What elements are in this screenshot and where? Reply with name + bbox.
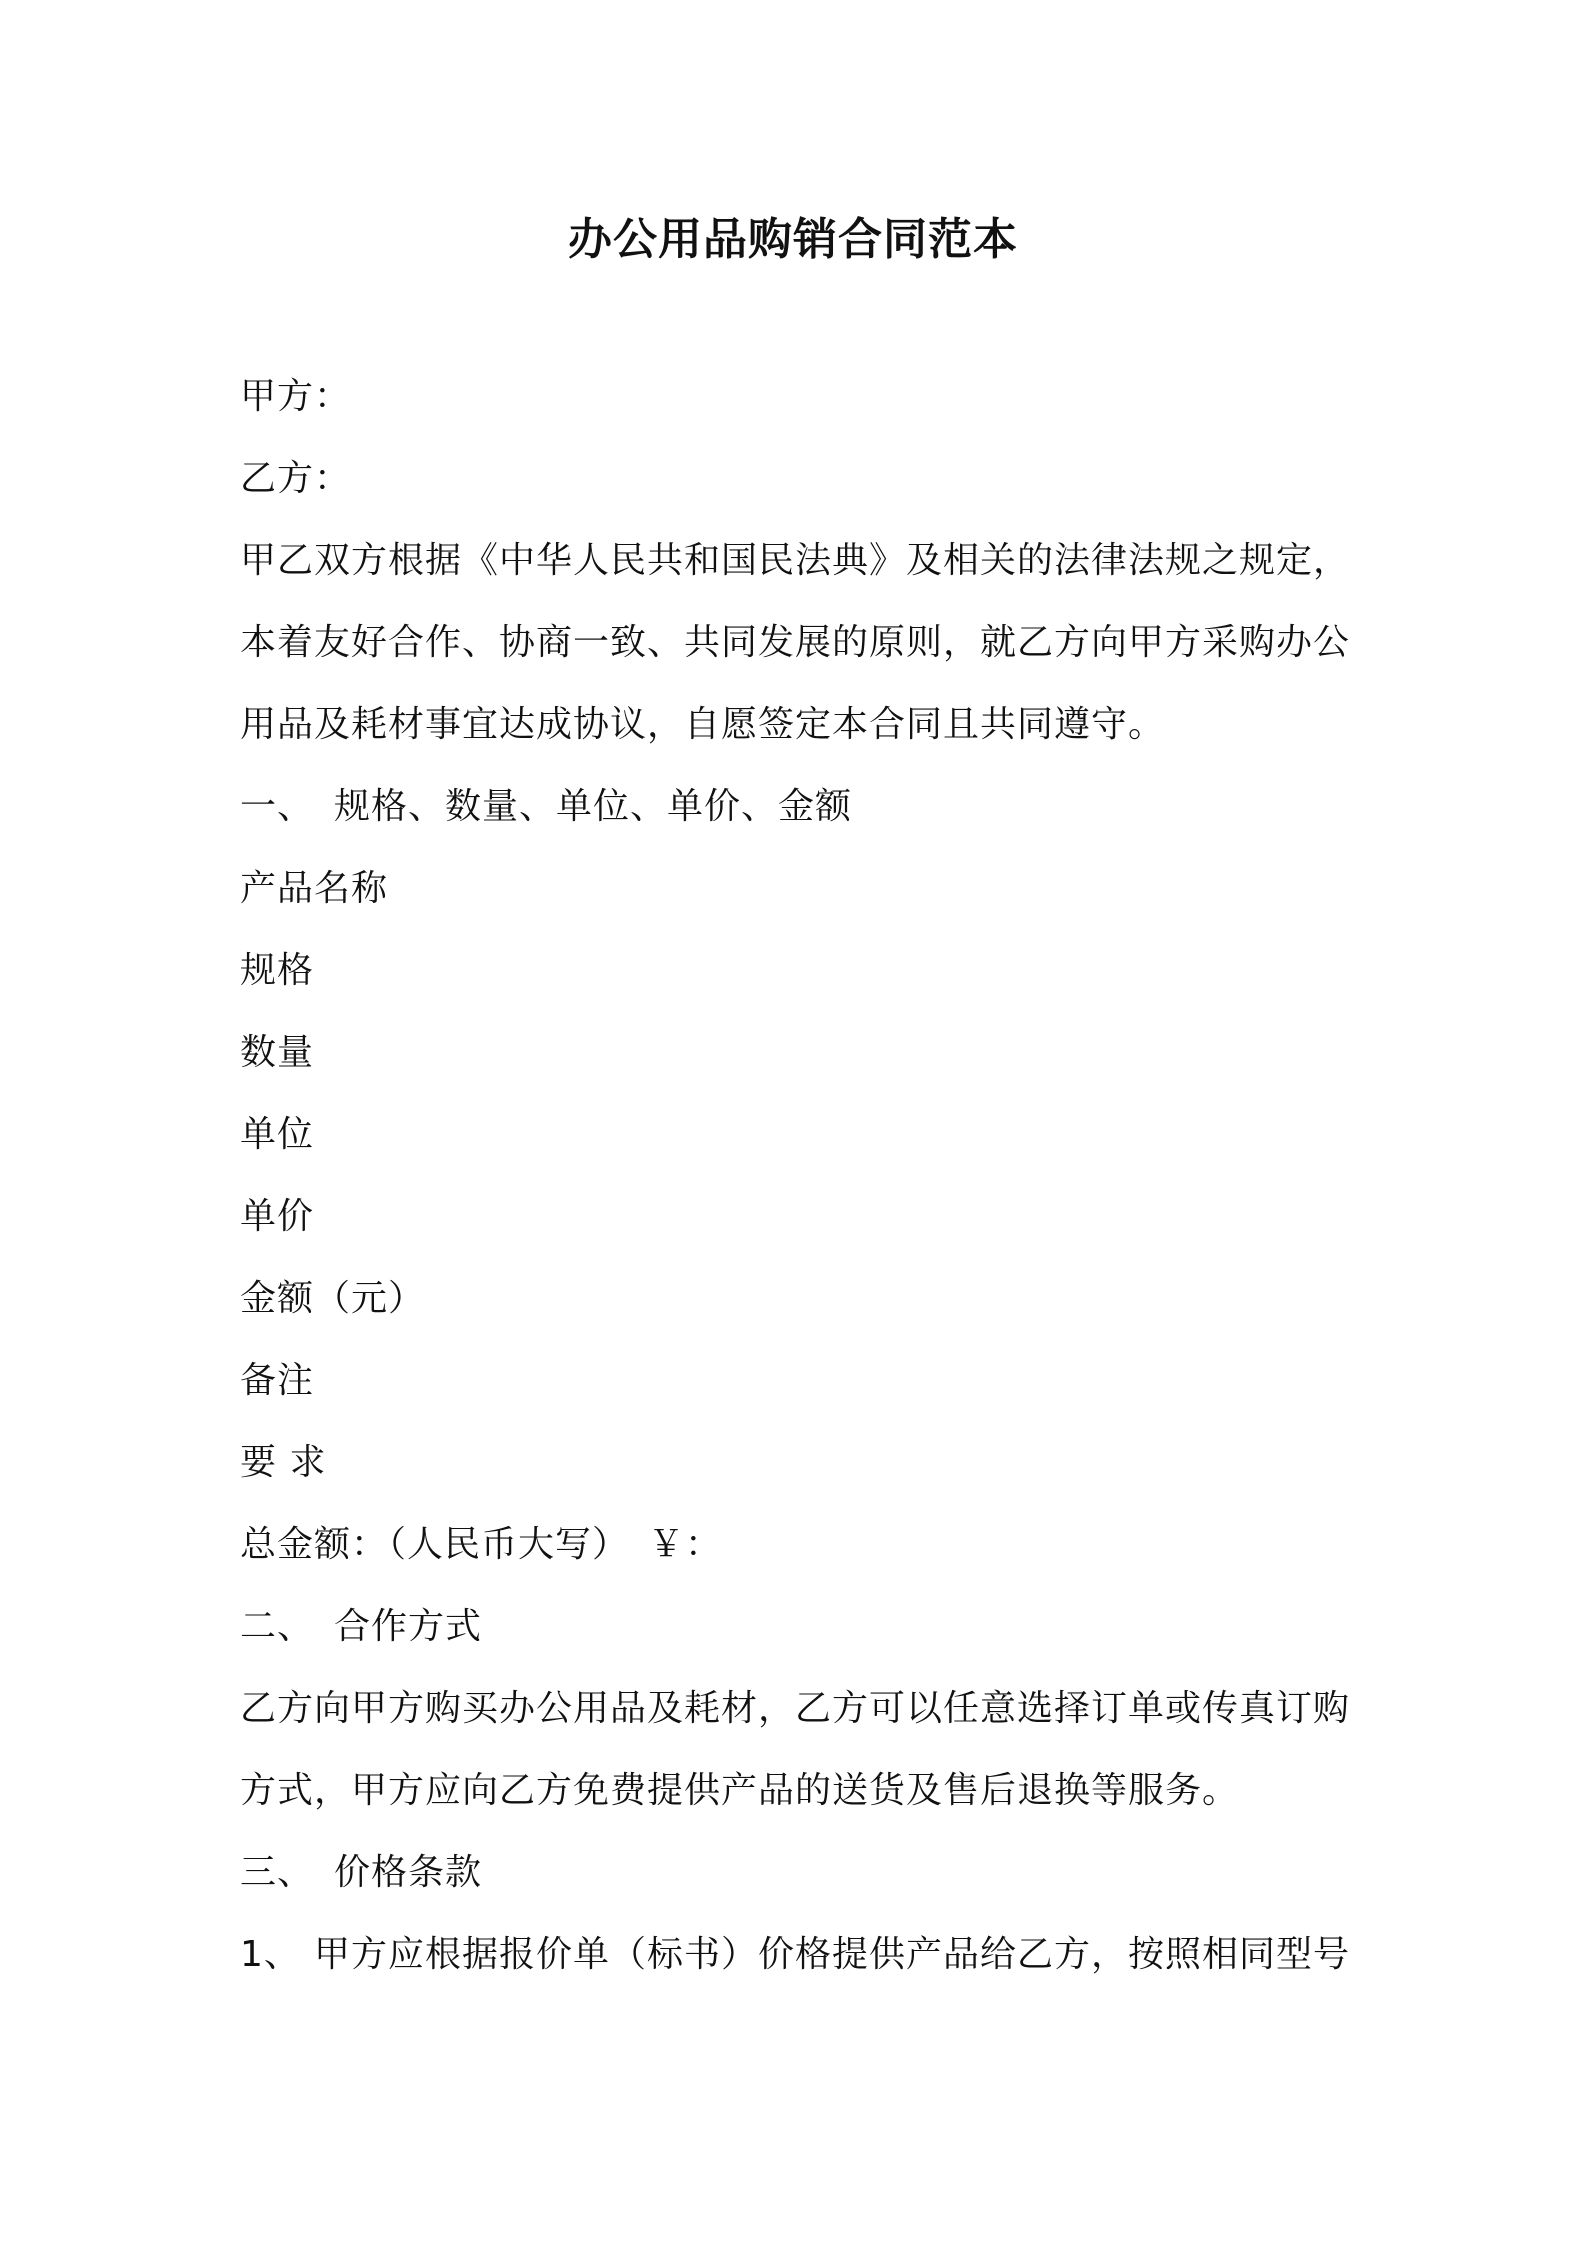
section-2-title: 合作方式 xyxy=(334,1606,483,1647)
section-3-item-1 xyxy=(240,1930,1360,1980)
section-3-number: 三、 xyxy=(240,1852,315,1893)
intro-line-1: 甲乙双方根据《中华人民共和国民法典》及相关的法律法规之规定， xyxy=(240,540,1351,581)
field-remarks: 备注 xyxy=(240,1360,315,1401)
field-amount: 金额（元） xyxy=(240,1278,426,1319)
section-3-item-1-text: 甲方应根据报价单（标书）价格提供产品给乙方，按照相同型号 xyxy=(314,1934,1351,1975)
intro-line-2: 本着友好合作、协商一致、共同发展的原则，就乙方向甲方采购办公 xyxy=(240,622,1351,663)
field-unit: 单位 xyxy=(240,1114,315,1155)
total-amount-label: 总金额：（人民币大写） ￥： xyxy=(240,1524,723,1565)
document-title: 办公用品购销合同范本 xyxy=(568,214,1018,265)
section-1-number: 一、 xyxy=(240,786,315,827)
section-2-line-1: 乙方向甲方购买办公用品及耗材，乙方可以任意选择订单或传真订购 xyxy=(240,1688,1351,1729)
field-quantity: 数量 xyxy=(240,1032,315,1073)
requirements-label: 要 求 xyxy=(240,1442,327,1483)
section-3-heading xyxy=(240,1848,1360,1898)
section-1-title: 规格、数量、单位、单价、金额 xyxy=(334,786,853,827)
party-b-label: 乙方： xyxy=(240,458,352,499)
field-spec: 规格 xyxy=(240,950,315,991)
section-2-heading xyxy=(240,1602,1360,1652)
section-2-number: 二、 xyxy=(240,1606,315,1647)
intro-line-3: 用品及耗材事宜达成协议，自愿签定本合同且共同遵守。 xyxy=(240,704,1166,745)
section-2-line-2: 方式，甲方应向乙方免费提供产品的送货及售后退换等服务。 xyxy=(240,1770,1240,1811)
party-a-label: 甲方： xyxy=(240,376,352,417)
section-1-heading xyxy=(240,782,1360,832)
section-3-title: 价格条款 xyxy=(334,1852,483,1893)
section-3-item-1-number: 1、 xyxy=(240,1934,301,1975)
field-product-name: 产品名称 xyxy=(240,868,389,909)
field-unit-price: 单价 xyxy=(240,1196,315,1237)
